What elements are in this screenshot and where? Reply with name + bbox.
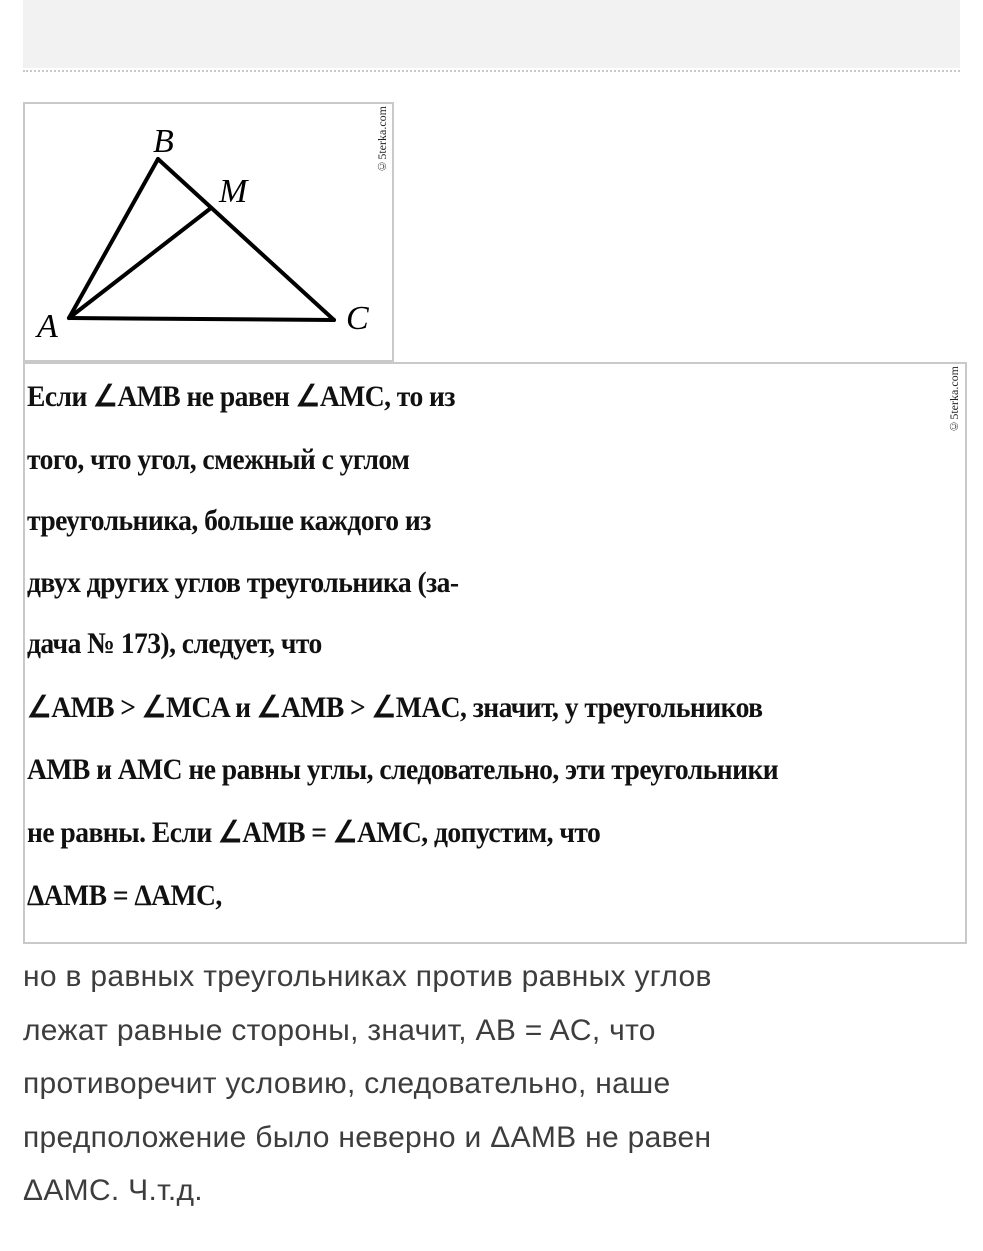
triangle-figure: [23, 102, 394, 362]
scan-line: AMB и AMC не равны углы, следовательно, эти треугольники: [27, 753, 779, 786]
label-m: M: [219, 173, 248, 210]
scan-line: ∠AMB > ∠MCA и ∠AMB > ∠MAC, значит, у треугольников: [27, 691, 763, 724]
scan-line: треугольника, больше каждого из: [27, 504, 431, 537]
scan-watermark: ©5terka.com: [947, 366, 961, 434]
scan-line: дача № 173), следует, что: [27, 627, 322, 660]
answer-line: лежат равные стороны, значит, AB = AC, что: [23, 1013, 656, 1047]
scan-line: не равны. Если ∠AMB = ∠AMC, допустим, что: [27, 816, 601, 849]
label-c: C: [346, 300, 369, 337]
label-b: B: [153, 123, 174, 160]
answer-line: но в равных треугольниках против равных углов: [23, 960, 712, 993]
figure-watermark: ©5terka.com: [375, 106, 389, 174]
dotted-divider: [23, 70, 960, 72]
top-banner: [23, 0, 960, 68]
answer-paragraph: [23, 950, 953, 1218]
answer-line: предположение было неверно и ΔAMB не равен: [23, 1120, 712, 1154]
segment-am: [69, 208, 211, 318]
scan-line: ΔAMB = ΔAMC,: [27, 879, 222, 912]
scan-line: того, что угол, смежный с углом: [27, 443, 410, 476]
scanned-solution: [23, 362, 967, 944]
side-ab: [69, 159, 158, 318]
answer-line: ΔAMC. Ч.т.д.: [23, 1174, 203, 1207]
triangle-diagram: [25, 104, 392, 360]
answer-line: противоречит условию, следовательно, наше: [23, 1067, 671, 1100]
side-ac: [69, 318, 334, 320]
scan-line: двух других углов треугольника (за-: [27, 566, 459, 599]
scan-line: Если ∠AMB не равен ∠AMC, то из: [27, 380, 455, 413]
label-a: A: [37, 308, 58, 345]
